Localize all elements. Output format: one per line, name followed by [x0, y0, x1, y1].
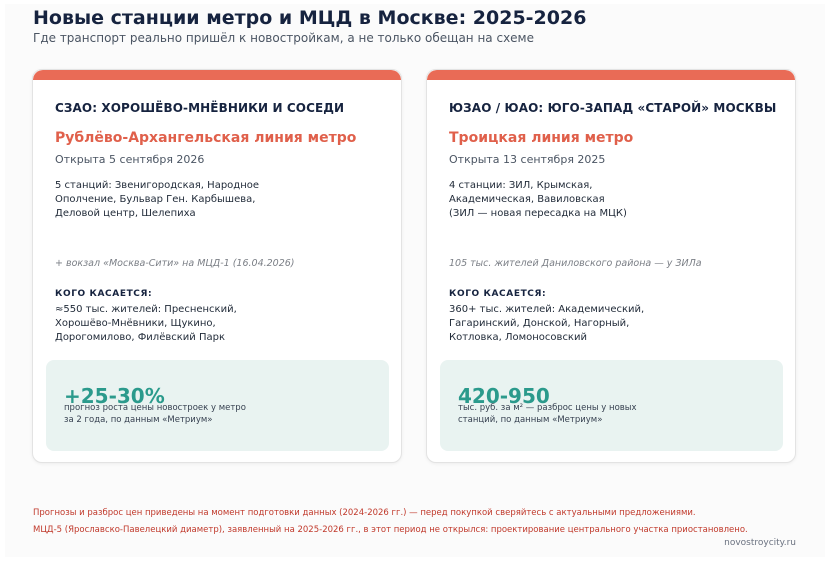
- stations-line: Деловой центр, Шелепиха: [55, 208, 196, 219]
- card-opened-date: Открыта 5 сентября 2026: [55, 153, 205, 166]
- stat-caption-line: станций, по данным «Метриум»: [458, 415, 603, 425]
- stat-caption-line: за 2 года, по данным «Метриум»: [64, 415, 213, 425]
- footnote-prices: Прогнозы и разброс цен приведены на момент подготовки данных (2024-2026 гг.) — перед покупкой сверяйтесь с актуальными предложениями.: [33, 508, 696, 518]
- stat-value: 420-950: [458, 384, 550, 408]
- card-accent-bar: [33, 70, 401, 80]
- stations-line: Академическая, Вавиловская: [449, 194, 605, 205]
- card-note: + вокзал «Москва-Сити» на МЦД-1 (16.04.2026): [55, 258, 295, 269]
- card-line-name: Рублёво-Архангельская линия метро: [55, 130, 357, 146]
- source-credit: novostroycity.ru: [724, 538, 796, 548]
- card-region: ЮЗАО / ЮАО: ЮГО-ЗАПАД «СТАРОЙ» МОСКВЫ: [449, 101, 777, 115]
- card-note: 105 тыс. жителей Даниловского района — у ЗИЛа: [449, 258, 702, 269]
- affects-line: Хорошёво-Мнёвники, Щукино,: [55, 318, 216, 329]
- footnote-mcd5: МЦД-5 (Ярославско-Павелецкий диаметр), заявленный на 2025-2026 гг., в этот период не открылся: проектирование центрального участка приостановлено.: [33, 525, 748, 535]
- affects-label: КОГО КАСАЕТСЯ:: [449, 289, 547, 299]
- card-accent-bar: [427, 70, 795, 80]
- affects-line: Котловка, Ломоносовский: [449, 332, 587, 343]
- stat-caption: [64, 402, 384, 426]
- stat-caption: [458, 402, 778, 426]
- card-stations: [449, 179, 769, 221]
- affects-line: ≈550 тыс. жителей: Пресненский,: [55, 304, 237, 315]
- stations-line: Ополчение, Бульвар Ген. Карбышева,: [55, 194, 256, 205]
- stat-box: [440, 360, 783, 451]
- affects-text: [449, 303, 769, 345]
- affects-line: Гагаринский, Донской, Нагорный,: [449, 318, 630, 329]
- affects-label: КОГО КАСАЕТСЯ:: [55, 289, 153, 299]
- stations-line: (ЗИЛ — новая пересадка на МЦК): [449, 208, 627, 219]
- affects-line: 360+ тыс. жителей: Академический,: [449, 304, 645, 315]
- stations-line: 4 станции: ЗИЛ, Крымская,: [449, 180, 593, 191]
- stat-caption-line: прогноз роста цены новостроек у метро: [64, 403, 246, 413]
- stat-box: [46, 360, 389, 451]
- card-stations: [55, 179, 375, 221]
- card-line-name: Троицкая линия метро: [449, 130, 634, 146]
- card-szao: [32, 69, 402, 463]
- affects-text: [55, 303, 375, 345]
- affects-line: Дорогомилово, Филёвский Парк: [55, 332, 225, 343]
- card-region: СЗАО: ХОРОШЁВО-МНЁВНИКИ И СОСЕДИ: [55, 101, 345, 115]
- stat-value: +25-30%: [64, 384, 165, 408]
- stat-caption-line: тыс. руб. за м² — разброс цены у новых: [458, 403, 637, 413]
- card-opened-date: Открыта 13 сентября 2025: [449, 153, 606, 166]
- page-title: Новые станции метро и МЦД в Москве: 2025-2026: [33, 7, 587, 29]
- card-yuzao: [426, 69, 796, 463]
- stations-line: 5 станций: Звенигородская, Народное: [55, 180, 260, 191]
- page-subtitle: Где транспорт реально пришёл к новостройкам, а не только обещан на схеме: [33, 31, 534, 45]
